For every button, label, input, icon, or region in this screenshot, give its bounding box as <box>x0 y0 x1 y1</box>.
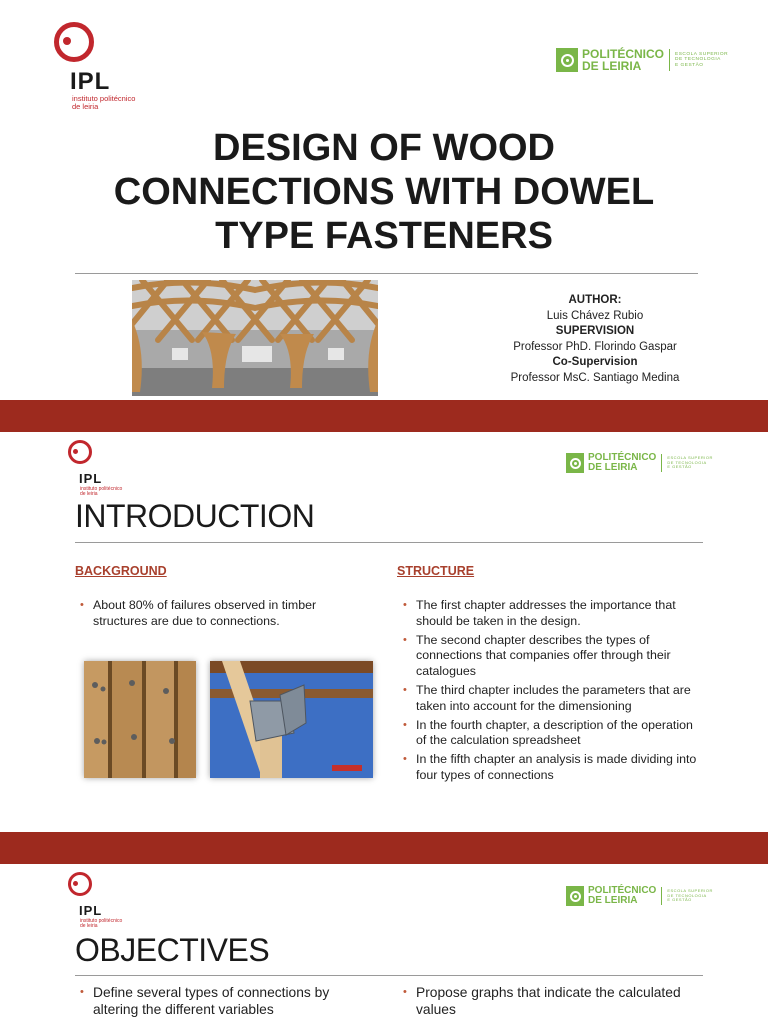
list-item: • The third chapter includes the parameters that are taken into account for the dimensioning <box>400 683 705 715</box>
slide-separator-band <box>0 400 768 432</box>
ipl-sub <box>80 487 122 498</box>
poli-school <box>675 52 728 68</box>
ipl-sub <box>72 95 135 111</box>
slide-introduction <box>0 432 768 831</box>
author-name: Luis Chávez Rubio <box>546 309 644 322</box>
list-item: • About 80% of failures observed in timber structures are due to connections. <box>77 598 357 630</box>
slide-title <box>0 0 768 400</box>
ipl-word: IPL <box>79 471 103 486</box>
objectives-left-list <box>77 984 367 1021</box>
poli-separator <box>661 454 662 472</box>
intro-title: INTRODUCTION <box>75 498 315 534</box>
slide-objectives <box>0 864 768 1024</box>
ipl-logo <box>67 438 147 498</box>
list-item: • In the fourth chapter, a description of the operation of the calculation spreadsheet <box>400 718 705 750</box>
poli-school <box>667 889 713 902</box>
poli-box-icon <box>556 48 578 72</box>
poli-name-line1: POLITÉCNICO <box>588 885 657 896</box>
slide-separator-band <box>0 832 768 864</box>
ipl-sub-line2: de leiria <box>72 101 99 111</box>
supervision-label: SUPERVISION <box>555 325 635 338</box>
timber-gridshell-photo <box>132 280 378 396</box>
ipl-dot-icon <box>73 449 78 454</box>
poli-box-icon <box>566 886 584 906</box>
objectives-right-list <box>400 984 705 1021</box>
list-item: • The first chapter addresses the importance that should be taken in the design. <box>400 598 705 630</box>
poli-logo <box>556 48 728 72</box>
poli-school-line3: E GESTÃO <box>667 897 692 903</box>
ipl-logo <box>67 870 147 930</box>
poli-separator <box>669 49 670 71</box>
poli-school-line2: DE TECNOLOGIA <box>667 459 707 465</box>
ipl-dot-icon <box>73 881 78 886</box>
poli-name <box>582 48 664 72</box>
poli-school-line3: E GESTÃO <box>675 62 704 68</box>
ipl-sub <box>80 919 122 930</box>
ipl-sub-line1: instituto politécnico <box>80 918 123 924</box>
ipl-ring-icon <box>54 22 94 62</box>
poli-school-line1: ESCOLA SUPERIOR <box>675 52 729 58</box>
poli-school-line3: E GESTÃO <box>667 464 692 470</box>
ipl-ring-icon <box>68 440 92 464</box>
title-line-1: DESIGN OF WOOD <box>213 127 555 169</box>
ipl-sub-line2: de leiria <box>80 923 98 930</box>
structure-heading: STRUCTURE <box>397 564 475 578</box>
slide-title-heading <box>60 126 708 258</box>
poli-separator <box>661 887 662 905</box>
ipl-word: IPL <box>70 68 111 95</box>
poli-logo <box>566 886 713 906</box>
list-item: • In the fifth chapter an analysis is made dividing into four types of connections <box>400 752 705 784</box>
poli-logo <box>566 453 713 473</box>
ipl-word: IPL <box>79 903 103 918</box>
list-item: • The second chapter describes the types of connections that companies offer through their catalogues <box>400 633 705 680</box>
objectives-divider <box>75 975 703 976</box>
ipl-dot-icon <box>63 37 71 45</box>
ipl-sub-line2: de leiria <box>80 491 98 498</box>
poli-name <box>588 453 656 473</box>
ipl-sub-line1: instituto politécnico <box>72 94 136 103</box>
ipl-sub-line1: instituto politécnico <box>80 486 123 492</box>
cosupervisor-name: Professor MsC. Santiago Medina <box>510 371 680 384</box>
supervisor-name: Professor PhD. Florindo Gaspar <box>513 340 677 353</box>
list-item: • Propose graphs that indicate the calculated values <box>400 984 705 1018</box>
intro-divider <box>75 542 703 543</box>
author-block <box>480 293 710 387</box>
structure-list <box>400 598 705 787</box>
ipl-ring-icon <box>68 872 92 896</box>
poli-name-line1: POLITÉCNICO <box>582 47 665 61</box>
poli-school <box>667 456 713 469</box>
poli-school-line2: DE TECNOLOGIA <box>675 57 721 63</box>
poli-school-line1: ESCOLA SUPERIOR <box>667 888 713 894</box>
poli-name-line1: POLITÉCNICO <box>588 452 657 463</box>
ipl-logo <box>52 20 162 110</box>
title-line-2: CONNECTIONS WITH DOWEL <box>113 171 655 213</box>
title-line-3: TYPE FASTENERS <box>215 215 553 257</box>
poli-school-line2: DE TECNOLOGIA <box>667 892 707 898</box>
poli-name-line2: DE LEIRIA <box>582 59 642 73</box>
background-heading: BACKGROUND <box>75 564 167 578</box>
cosupervision-label: Co-Supervision <box>552 356 638 369</box>
steel-bracket-timber-photo <box>210 661 373 778</box>
poli-name <box>588 886 656 906</box>
poli-school-line1: ESCOLA SUPERIOR <box>667 455 713 461</box>
title-divider <box>75 273 698 274</box>
background-list <box>77 598 357 633</box>
objectives-title: OBJECTIVES <box>75 932 270 968</box>
poli-name-line2: DE LEIRIA <box>588 895 638 906</box>
bolted-timber-photo <box>84 661 196 778</box>
list-item: • Define several types of connections by altering the different variables <box>77 984 367 1018</box>
poli-name-line2: DE LEIRIA <box>588 462 638 473</box>
author-label: AUTHOR: <box>568 294 622 306</box>
poli-box-icon <box>566 453 584 473</box>
